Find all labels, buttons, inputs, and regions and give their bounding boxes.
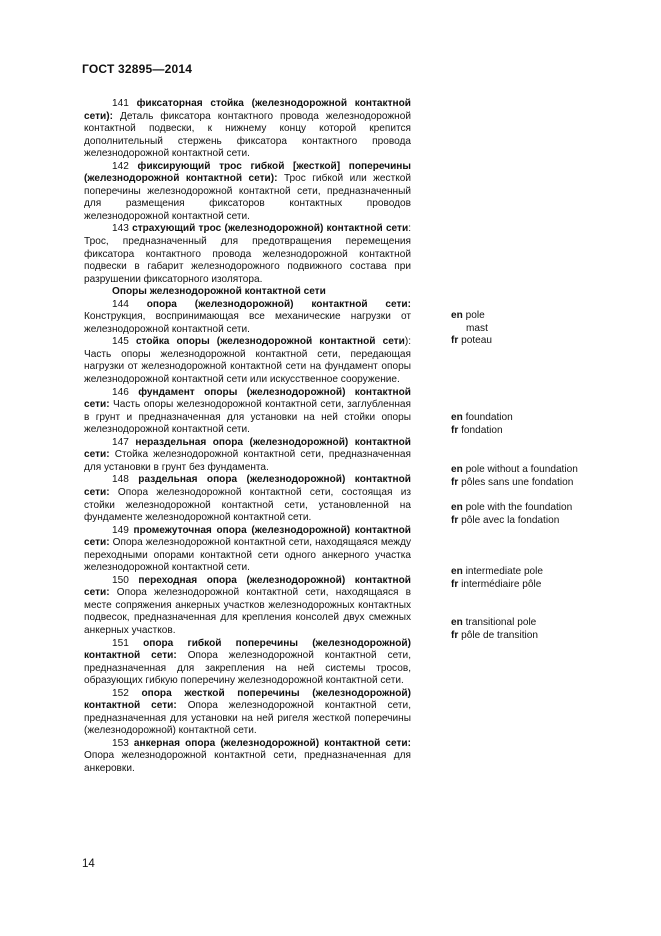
term-definition: Деталь фиксатора контактного провода железнодорожной контактной подвески, к нижнему концу которой крепится дополнительный стержень фиксатора контактного провода железнодорожной контактной сети. xyxy=(84,110,411,160)
term-definition: Стойка железнодорожной контактной сети, предназначенная для установки в грунт без фундамента. xyxy=(84,449,411,473)
term-definition: Опора железнодорожной контактной сети, предназначенная для установки на ней ригеля жесткой поперечины (железнодорожной) контактной сети. xyxy=(84,700,411,737)
equivalent-147 xyxy=(451,464,578,489)
equivalent-150 xyxy=(451,617,538,642)
term-title: раздельная опора (железнодорожной) контактной сети: xyxy=(84,474,411,498)
term-entry-147 xyxy=(84,437,411,475)
term-entry-150 xyxy=(84,575,411,638)
term-title: фундамент опоры (железнодорожной) контактной сети: xyxy=(84,386,412,411)
equivalent-text: pole without a foundation xyxy=(465,464,578,475)
term-number: 148 xyxy=(112,474,129,486)
term-entry-142 xyxy=(84,161,411,224)
term-entry-145 xyxy=(84,336,411,386)
term-title: опора (железнодорожной) контактной сети: xyxy=(146,298,411,310)
equivalent-text: pole xyxy=(465,310,485,321)
term-title: фиксирующий трос гибкой [жесткой] поперечины (железнодорожной контактной сети): xyxy=(84,160,412,185)
term-number: 152 xyxy=(112,687,129,699)
term-entry-153 xyxy=(84,738,411,776)
term-number: 146 xyxy=(112,386,129,398)
equivalent-text: fondation xyxy=(461,424,503,436)
equivalent-text: pole with the foundation xyxy=(465,502,573,513)
term-number: 147 xyxy=(112,436,129,448)
term-title: переходная опора (железнодорожной) контактной сети: xyxy=(84,574,411,599)
term-entry-141 xyxy=(84,98,411,161)
term-number: 149 xyxy=(112,524,129,536)
term-number: 142 xyxy=(112,160,129,172)
term-definition: Опора железнодорожной контактной сети, находящаяся между переходными опорами контактной сети одного анкерного участка железнодорожной контактной сети. xyxy=(84,537,411,574)
equivalent-text: pôle avec la fondation xyxy=(461,514,560,526)
lang-code: fr xyxy=(451,476,459,488)
term-number: 145 xyxy=(112,336,129,348)
section-title: Опоры железнодорожной контактной сети xyxy=(112,286,326,298)
term-title: стойка опоры (железнодорожной контактной сети xyxy=(135,336,405,348)
term-number: 143 xyxy=(112,223,129,235)
term-number: 150 xyxy=(112,574,129,586)
equivalent-text: foundation xyxy=(465,412,513,423)
lang-code: fr xyxy=(451,335,459,347)
term-title: анкерная опора (железнодорожной) контактной сети: xyxy=(133,737,411,749)
lang-code: fr xyxy=(451,514,459,526)
term-definition: ): Часть опоры железнодорожной контактной сети, передающая нагрузки от железнодорожной контактной сети на фундамент опоры железнодорожной контактной сети или искусственное сооружение. xyxy=(84,336,411,386)
equivalent-text: intermediate pole xyxy=(465,566,544,577)
term-title: опора жесткой поперечины (железнодорожной) контактной сети: xyxy=(84,687,412,712)
term-title: фиксаторная стойка (железнодорожной контактной сети): xyxy=(84,98,411,122)
equivalent-148 xyxy=(451,502,572,527)
term-definition: : Трос, предназначенный для предотвращения перемещения фиксатора контактного провода железнодорожной контактной подвески в габарит железнодорожного подвижного состава при разрушении фиксаторного изолятора. xyxy=(84,223,411,285)
term-definition: Часть опоры железнодорожной контактной сети, заглубленная в грунт и предназначенная для установки на ней стойки опоры железнодорожной контактной сети. xyxy=(84,399,411,436)
lang-code: en xyxy=(451,310,463,321)
equivalent-149 xyxy=(451,566,543,591)
term-definition: Трос гибкой или жесткой поперечины железнодорожной контактной сети, предназначенный для размещения фиксаторов контактных проводов железнодорожной контактной сети. xyxy=(84,173,411,222)
term-entry-152 xyxy=(84,688,411,738)
term-title: опора гибкой поперечины (железнодорожной) контактной сети: xyxy=(84,637,411,662)
equivalent-text: intermédiaire pôle xyxy=(461,578,542,590)
lang-code: en xyxy=(451,412,463,423)
lang-code: en xyxy=(451,617,463,628)
equivalent-146 xyxy=(451,412,513,437)
terms-column xyxy=(84,98,411,776)
term-title: нераздельная опора (железнодорожной) контактной сети: xyxy=(84,436,412,461)
term-definition: Опора железнодорожной контактной сети, состоящая из стойки железнодорожной контактной сети, установленной на фундаменте железнодорожной контактной сети. xyxy=(84,486,411,524)
term-number: 151 xyxy=(112,637,129,649)
term-entry-146 xyxy=(84,387,411,437)
term-number: 141 xyxy=(112,98,129,109)
term-number: 153 xyxy=(112,737,129,749)
term-entry-143 xyxy=(84,223,411,286)
lang-code: fr xyxy=(451,578,459,590)
term-definition: Опора железнодорожной контактной сети, предназначенная для анкеровки. xyxy=(84,750,411,774)
lang-code: fr xyxy=(451,424,459,436)
equivalent-text: pôles sans une fondation xyxy=(461,476,574,488)
term-definition: Опора железнодорожной контактной сети, предназначенная для закрепления на ней системы тросов, образующих гибкую поперечину железнодорожной контактной сети. xyxy=(84,650,411,687)
term-entry-148 xyxy=(84,474,411,524)
term-title: промежуточная опора (железнодорожной) контактной сети: xyxy=(84,524,411,549)
term-entry-144 xyxy=(84,299,411,337)
equivalent-text: pôle de transition xyxy=(461,629,538,641)
term-definition: Конструкция, воспринимающая все механические нагрузки от железнодорожной контактной сети. xyxy=(84,311,411,335)
equivalent-text: mast xyxy=(466,322,488,334)
equivalent-144 xyxy=(451,310,492,348)
term-definition: Опора железнодорожной контактной сети, находящаяся в месте сопряжения анкерных участков железнодорожных контактных подвесок, предназначенная для крепления консолей двух смежных анкерных участков. xyxy=(84,587,411,636)
lang-code: en xyxy=(451,502,463,513)
term-entry-151 xyxy=(84,638,411,688)
lang-code: fr xyxy=(451,629,459,641)
equivalent-text: poteau xyxy=(461,335,492,347)
page-number: 14 xyxy=(82,858,95,870)
equivalent-text: transitional pole xyxy=(465,617,537,628)
term-number: 144 xyxy=(112,298,129,310)
term-title: страхующий трос (железнодорожной) контактной сети xyxy=(132,223,409,235)
lang-code: en xyxy=(451,566,463,577)
term-entry-149 xyxy=(84,525,411,575)
lang-code: en xyxy=(451,464,463,475)
page-header: ГОСТ 32895—2014 xyxy=(82,62,193,76)
